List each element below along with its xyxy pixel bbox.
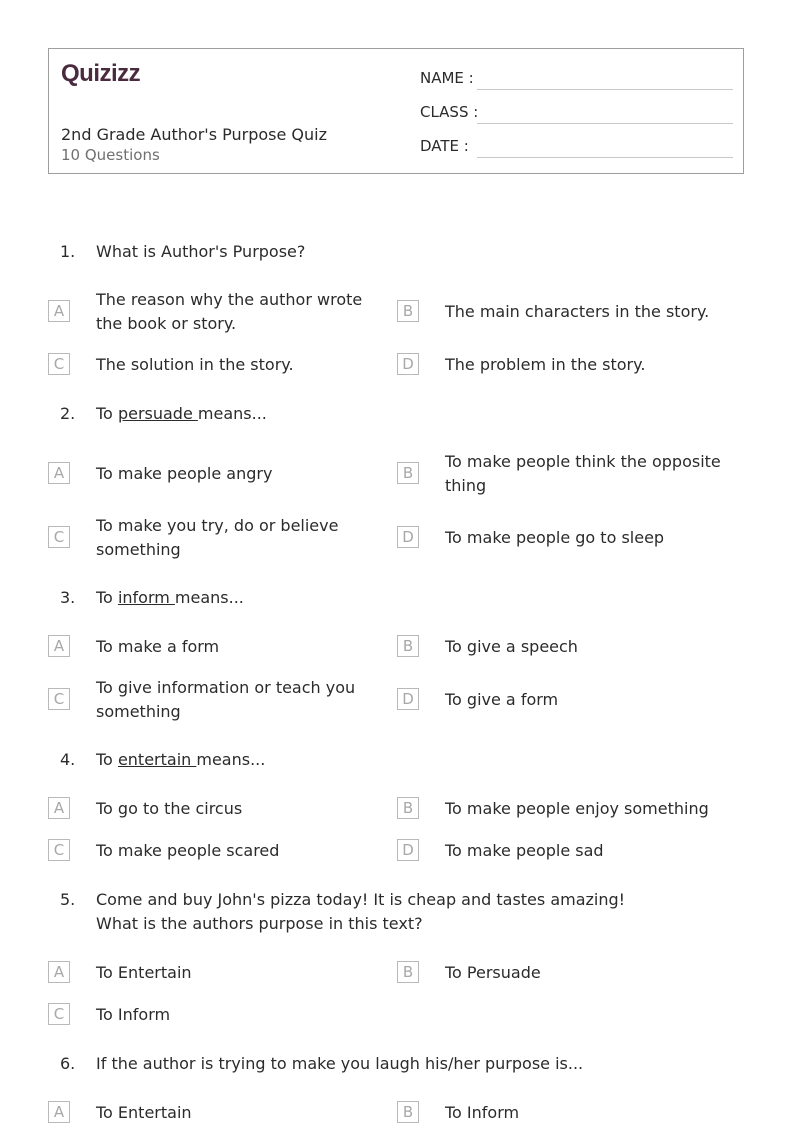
question-text: What is Author's Purpose? xyxy=(96,242,306,261)
question-text: To inform means... xyxy=(96,588,244,607)
option-letter: A xyxy=(48,797,70,819)
option-text: To go to the circus xyxy=(96,799,243,818)
option-text: The reason why the author wrote the book or story. xyxy=(96,290,363,333)
option-letter: C xyxy=(48,839,70,861)
option-text: To make people enjoy something xyxy=(445,799,709,818)
option-text: To make a form xyxy=(96,637,220,656)
option-text: To make people sad xyxy=(445,841,604,860)
date-field[interactable] xyxy=(477,157,733,158)
option-letter: A xyxy=(48,462,70,484)
question-number: 1. xyxy=(60,242,76,261)
worksheet-header xyxy=(48,48,744,174)
question-number: 5. xyxy=(60,890,76,909)
option-letter: B xyxy=(397,1101,419,1123)
option-letter: D xyxy=(397,688,419,710)
question-text: If the author is trying to make you laugh his/her purpose is... xyxy=(96,1054,584,1073)
svg-text:Quizizz: Quizizz xyxy=(61,60,141,87)
option-letter: A xyxy=(48,635,70,657)
option-text: To Inform xyxy=(445,1103,520,1122)
keyword: entertain xyxy=(117,750,197,769)
quizizz-logo xyxy=(61,59,153,91)
option-letter: D xyxy=(397,839,419,861)
option-text: The main characters in the story. xyxy=(445,302,710,321)
option-letter: A xyxy=(48,961,70,983)
class-field[interactable] xyxy=(477,123,733,124)
question-count: 10 Questions xyxy=(61,146,160,164)
question-number: 6. xyxy=(60,1054,76,1073)
option-text: The problem in the story. xyxy=(445,355,646,374)
question-text: Come and buy John's pizza today! It is cheap and tastes amazing! What is the authors purpose in this text? xyxy=(96,890,626,933)
option-text: To make people go to sleep xyxy=(445,528,665,547)
name-field[interactable] xyxy=(477,89,733,90)
quiz-title: 2nd Grade Author's Purpose Quiz xyxy=(61,125,327,144)
keyword: persuade xyxy=(117,404,198,423)
option-letter: A xyxy=(48,1101,70,1123)
option-letter: C xyxy=(48,526,70,548)
question-text: To persuade means... xyxy=(96,404,267,423)
keyword: inform xyxy=(117,588,175,607)
question-number: 4. xyxy=(60,750,76,769)
option-letter: A xyxy=(48,300,70,322)
option-text: To Persuade xyxy=(445,963,541,982)
option-text: To give information or teach you something xyxy=(96,678,356,721)
option-text: To Inform xyxy=(96,1005,171,1024)
option-text: To make you try, do or believe something xyxy=(96,516,339,559)
option-text: To give a form xyxy=(445,690,559,709)
option-letter: C xyxy=(48,688,70,710)
option-letter: B xyxy=(397,635,419,657)
option-letter: B xyxy=(397,797,419,819)
option-letter: D xyxy=(397,526,419,548)
question-text: To entertain means... xyxy=(96,750,266,769)
question-number: 3. xyxy=(60,588,76,607)
option-text: To Entertain xyxy=(96,963,192,982)
option-text: To make people think the opposite thing xyxy=(445,452,721,495)
option-letter: B xyxy=(397,961,419,983)
option-letter: C xyxy=(48,353,70,375)
option-letter: C xyxy=(48,1003,70,1025)
option-text: The solution in the story. xyxy=(96,355,294,374)
option-text: To Entertain xyxy=(96,1103,192,1122)
date-label: DATE : xyxy=(420,137,469,155)
name-label: NAME : xyxy=(420,69,474,87)
question-number: 2. xyxy=(60,404,76,423)
option-letter: B xyxy=(397,300,419,322)
option-text: To make people angry xyxy=(96,464,273,483)
option-letter: D xyxy=(397,353,419,375)
class-label: CLASS : xyxy=(420,103,479,121)
option-text: To make people scared xyxy=(96,841,280,860)
option-text: To give a speech xyxy=(445,637,578,656)
option-letter: B xyxy=(397,462,419,484)
